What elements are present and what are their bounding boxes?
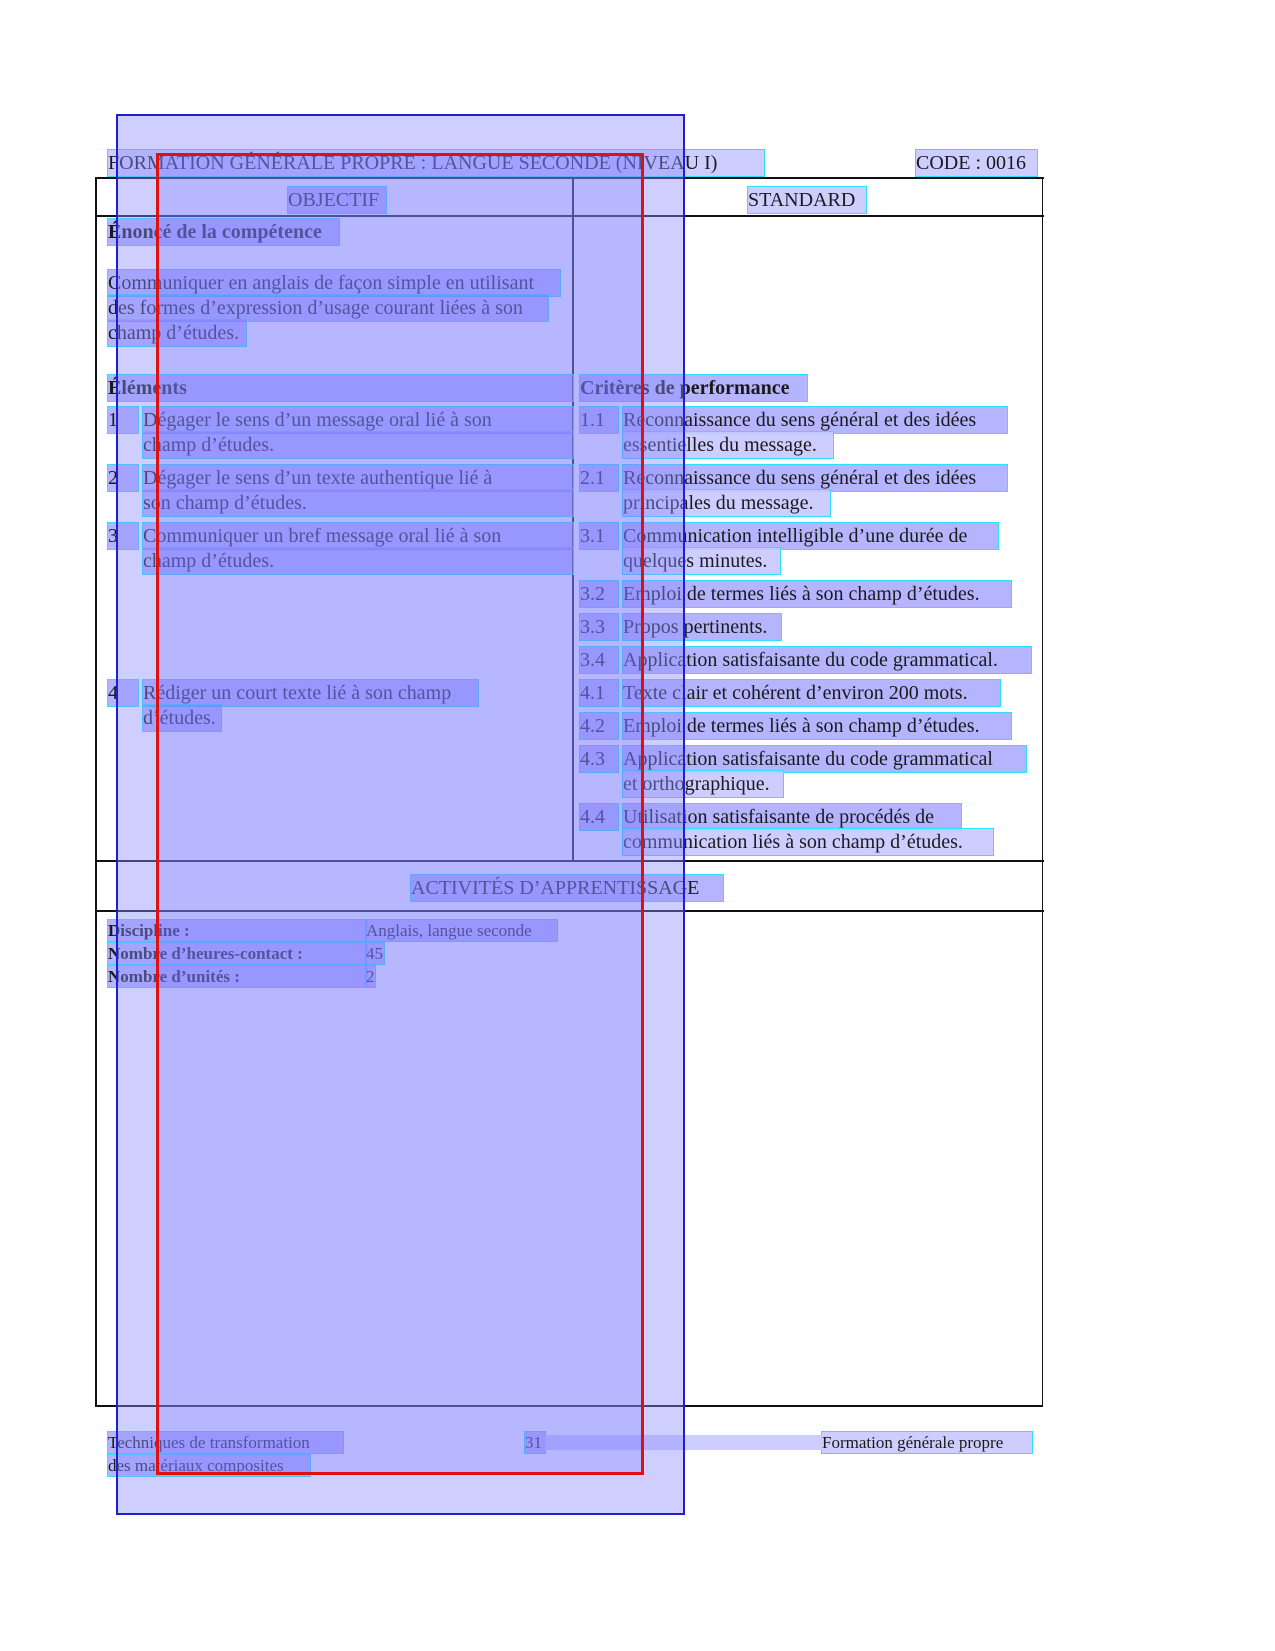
critere-text: quelques minutes. (623, 548, 780, 574)
activites-title: ACTIVITÉS D’APPRENTISSAGE (411, 875, 723, 901)
element-text: d’études. (143, 705, 221, 731)
element-number: 4 (108, 680, 138, 706)
heures-value: 45 (366, 944, 383, 963)
element-number: 1 (108, 407, 138, 433)
selection-region-inner (156, 153, 644, 1475)
footer-program-line1: Techniques de transformation (108, 1432, 343, 1453)
element-text: champ d’études. (143, 548, 573, 574)
critere-text: Emploi de termes liés à son champ d’études. (623, 581, 1011, 607)
element-text: Dégager le sens d’un texte authentique lié à (143, 465, 573, 491)
critere-text: principales du message. (623, 490, 830, 516)
element-number: 3 (108, 523, 138, 549)
critere-number: 2.1 (580, 465, 618, 491)
discipline-value: Anglais, langue seconde (366, 920, 557, 941)
critere-text: Communication intelligible d’une durée de (623, 523, 998, 549)
heures-label: Nombre d’heures-contact : (108, 943, 366, 964)
critere-text: Emploi de termes liés à son champ d’études. (623, 713, 1011, 739)
page-number: 31 (525, 1432, 545, 1453)
critere-text: Propos pertinents. (623, 614, 781, 640)
critere-number: 4.3 (580, 746, 618, 772)
competence-line: Communiquer en anglais de façon simple en utilisant (108, 270, 560, 296)
element-number: 2 (108, 465, 138, 491)
critere-text: communication liés à son champ d’études. (623, 829, 993, 855)
critere-text: Reconnaissance du sens général et des idées (623, 407, 1007, 433)
course-code: CODE : 0016 (916, 150, 1037, 176)
critere-number: 3.4 (580, 647, 618, 673)
critere-number: 3.1 (580, 523, 618, 549)
table-right-border (1042, 177, 1043, 1407)
critere-number: 3.2 (580, 581, 618, 607)
element-text: Communiquer un bref message oral lié à son (143, 523, 573, 549)
critere-text: essentielles du message. (623, 432, 833, 458)
competence-line: champ d’études. (108, 320, 246, 346)
competence-line: des formes d’expression d’usage courant liées à son (108, 295, 548, 321)
criteres-heading: Critères de performance (580, 375, 807, 401)
critere-number: 3.3 (580, 614, 618, 640)
critere-text: Application satisfaisante du code grammatical. (623, 647, 1031, 673)
critere-text: Utilisation satisfaisante de procédés de (623, 804, 961, 830)
critere-number: 4.2 (580, 713, 618, 739)
critere-number: 1.1 (580, 407, 618, 433)
critere-number: 4.1 (580, 680, 618, 706)
document-title: FORMATION GÉNÉRALE PROPRE : LANGUE SECONDE (NIVEAU I) (108, 150, 764, 176)
critere-text: et orthographique. (623, 771, 783, 797)
table-left-border (95, 177, 97, 1407)
element-text: Dégager le sens d’un message oral lié à son (143, 407, 573, 433)
element-text: champ d’études. (143, 432, 573, 458)
unites-value: 2 (366, 967, 375, 986)
unites-label: Nombre d’unités : (108, 966, 366, 987)
element-text: Rédiger un court texte lié à son champ (143, 680, 478, 706)
critere-text: Texte clair et cohérent d’environ 200 mots. (623, 680, 1000, 706)
element-text: son champ d’études. (143, 490, 573, 516)
elements-heading: Éléments (108, 375, 573, 401)
column-header-objectif: OBJECTIF (288, 187, 386, 213)
footer-program-line2: des matériaux composites (108, 1455, 310, 1476)
critere-text: Reconnaissance du sens général et des idées (623, 465, 1007, 491)
critere-number: 4.4 (580, 804, 618, 830)
column-header-standard: STANDARD (748, 187, 866, 213)
critere-text: Application satisfaisante du code grammatical (623, 746, 1026, 772)
discipline-label: Discipline : (108, 920, 366, 941)
competence-heading: Énoncé de la compétence (108, 219, 339, 245)
footer-section: Formation générale propre (822, 1432, 1032, 1453)
